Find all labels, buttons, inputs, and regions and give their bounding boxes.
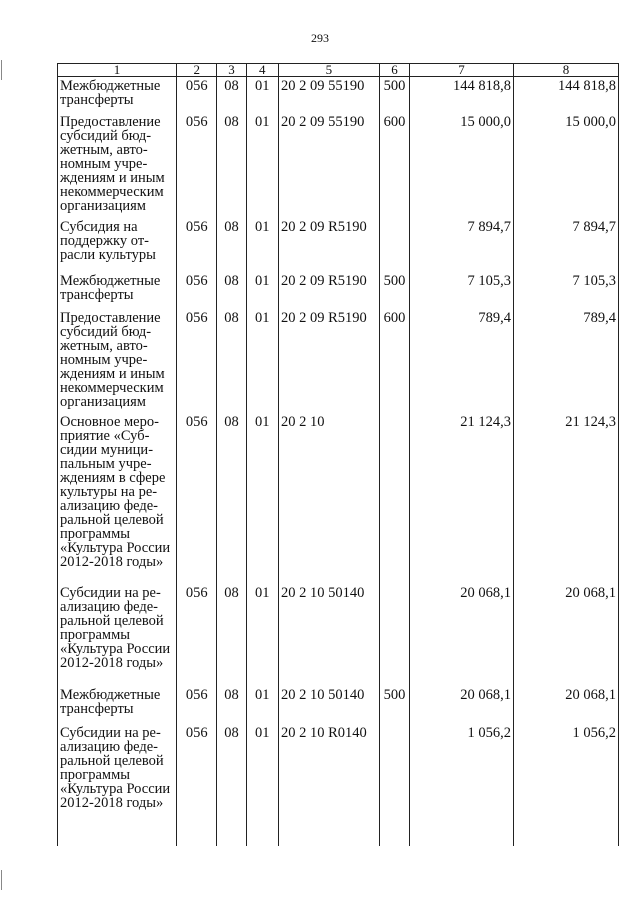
scan-edge-mark: [1, 870, 2, 890]
row-col-4: 01: [246, 726, 278, 846]
row-col-3: 08: [217, 688, 246, 726]
row-col-8: 1 056,2: [514, 726, 619, 846]
row-col-3: 08: [217, 220, 246, 274]
header-col-2: 2: [177, 64, 217, 77]
header-col-1: 1: [58, 64, 177, 77]
row-col-8: 20 068,1: [514, 586, 619, 688]
row-col-7: 20 068,1: [410, 688, 514, 726]
row-name: Субсидии на реализацию федеральной целевой программы «Культура России 2012-2018 годы»: [58, 726, 177, 846]
row-col-7: 789,4: [410, 311, 514, 415]
row-col-3: 08: [217, 726, 246, 846]
header-col-8: 8: [514, 64, 619, 77]
row-col-7: 1 056,2: [410, 726, 514, 846]
row-col-4: 01: [246, 77, 278, 115]
table-row: [58, 688, 619, 726]
row-col-5: 20 2 10 R0140: [278, 726, 379, 846]
table-row: [58, 77, 619, 115]
row-col-3: 08: [217, 586, 246, 688]
row-col-7: 7 894,7: [410, 220, 514, 274]
row-col-5: 20 2 09 R5190: [278, 311, 379, 415]
row-col-3: 08: [217, 415, 246, 586]
row-col-2: 056: [177, 726, 217, 846]
row-col-4: 01: [246, 220, 278, 274]
row-col-6: [379, 220, 409, 274]
row-col-4: 01: [246, 274, 278, 311]
table-row: [58, 586, 619, 688]
row-name: Межбюджетные трансферты: [58, 77, 177, 115]
row-col-4: 01: [246, 115, 278, 220]
row-name: Предоставление субсидий бюджетным, автономным учреждениям и иным некоммерческим организациям: [58, 311, 177, 415]
row-col-8: 20 068,1: [514, 688, 619, 726]
row-col-4: 01: [246, 586, 278, 688]
row-col-5: 20 2 09 55190: [278, 77, 379, 115]
row-col-4: 01: [246, 415, 278, 586]
row-col-2: 056: [177, 115, 217, 220]
row-col-5: 20 2 09 55190: [278, 115, 379, 220]
row-col-5: 20 2 10 50140: [278, 688, 379, 726]
row-col-6: [379, 726, 409, 846]
table-row: [58, 220, 619, 274]
row-col-2: 056: [177, 415, 217, 586]
row-col-5: 20 2 10 50140: [278, 586, 379, 688]
header-col-6: 6: [379, 64, 409, 77]
row-col-6: 500: [379, 77, 409, 115]
header-col-5: 5: [278, 64, 379, 77]
row-col-3: 08: [217, 274, 246, 311]
row-col-8: 789,4: [514, 311, 619, 415]
row-col-7: 144 818,8: [410, 77, 514, 115]
row-col-5: 20 2 09 R5190: [278, 274, 379, 311]
row-col-3: 08: [217, 77, 246, 115]
row-col-6: [379, 586, 409, 688]
row-col-8: 7 894,7: [514, 220, 619, 274]
row-col-8: 15 000,0: [514, 115, 619, 220]
table-row: [58, 726, 619, 846]
budget-table: [57, 63, 619, 846]
row-col-2: 056: [177, 77, 217, 115]
row-col-6: [379, 415, 409, 586]
row-col-8: 144 818,8: [514, 77, 619, 115]
row-col-6: 600: [379, 115, 409, 220]
row-col-6: 500: [379, 688, 409, 726]
table-row: [58, 115, 619, 220]
row-col-2: 056: [177, 311, 217, 415]
row-col-2: 056: [177, 586, 217, 688]
row-name: Межбюджетные трансферты: [58, 688, 177, 726]
page-number: 293: [311, 31, 329, 45]
table-row: [58, 274, 619, 311]
row-col-4: 01: [246, 311, 278, 415]
row-col-3: 08: [217, 115, 246, 220]
row-col-6: 500: [379, 274, 409, 311]
row-col-2: 056: [177, 220, 217, 274]
header-col-7: 7: [410, 64, 514, 77]
row-col-4: 01: [246, 688, 278, 726]
row-col-2: 056: [177, 688, 217, 726]
row-name: Предоставление субсидий бюджетным, автономным учреждениям и иным некоммерческим организациям: [58, 115, 177, 220]
row-name: Межбюджетные трансферты: [58, 274, 177, 311]
row-col-7: 15 000,0: [410, 115, 514, 220]
row-col-5: 20 2 09 R5190: [278, 220, 379, 274]
row-name: Субсидия на поддержку отрасли культуры: [58, 220, 177, 274]
row-col-7: 20 068,1: [410, 586, 514, 688]
row-col-8: 7 105,3: [514, 274, 619, 311]
table-row: [58, 415, 619, 586]
row-name: Основное мероприятие «Субсидии муниципальным учреждениям в сфере культуры на реализацию федеральной целевой программы «Культура России 2012-2018 годы»: [58, 415, 177, 586]
row-col-7: 7 105,3: [410, 274, 514, 311]
row-col-2: 056: [177, 274, 217, 311]
row-name: Субсидии на реализацию федеральной целевой программы «Культура России 2012-2018 годы»: [58, 586, 177, 688]
row-col-6: 600: [379, 311, 409, 415]
header-col-4: 4: [246, 64, 278, 77]
table-row: [58, 311, 619, 415]
row-col-7: 21 124,3: [410, 415, 514, 586]
row-col-5: 20 2 10: [278, 415, 379, 586]
header-row: [58, 64, 619, 77]
scan-edge-mark: [1, 60, 2, 80]
header-col-3: 3: [217, 64, 246, 77]
row-col-3: 08: [217, 311, 246, 415]
row-col-8: 21 124,3: [514, 415, 619, 586]
